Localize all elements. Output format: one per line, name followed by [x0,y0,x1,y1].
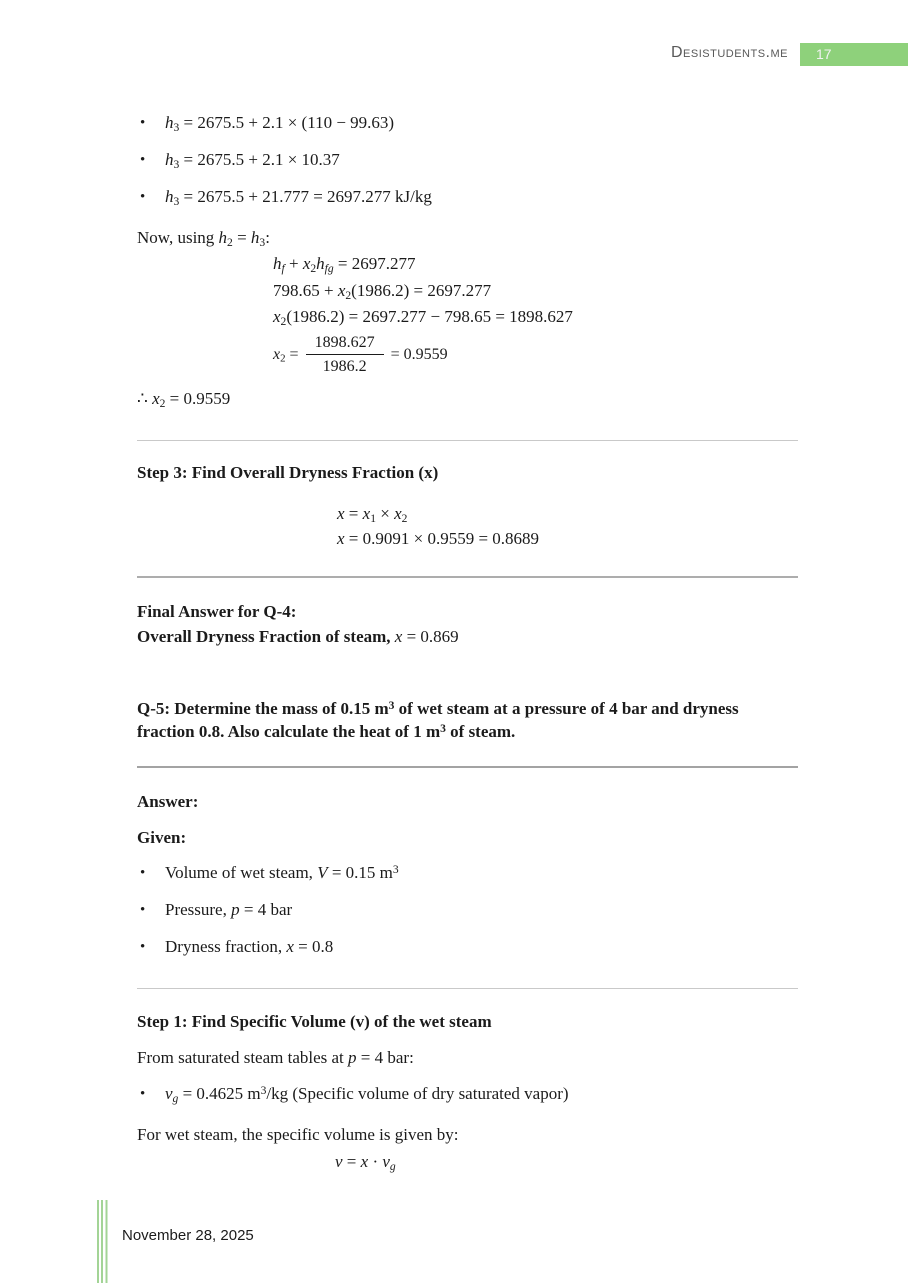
vg-list [137,1084,798,1104]
given-heading: Given: [137,827,187,847]
now-using-line: Now, using $h_2 = h_3$: [137,228,270,249]
wet-steam-line: For wet steam, the specific volume is given by: [137,1124,459,1144]
equation-line: $x = x_1 \times x_2$ [337,503,408,525]
equation-line: $h_f + x_2h_{fg} = 2697.277$ [273,254,416,275]
fraction-lhs: $x_2$ = [273,345,299,365]
step-3-heading: Step 3: Find Overall Dryness Fraction (x) [137,462,439,482]
final-answer-heading: Final Answer for Q-4: [137,601,297,621]
fraction [306,333,384,376]
site-name: Desistudents.me [670,44,788,61]
specific-volume-equation: $v = x \cdot v_g$ [335,1151,396,1173]
step-1-heading: Step 1: Find Specific Volume (v) of the wet steam [137,1011,492,1031]
footer-date: November 28, 2025 [122,1227,254,1244]
list-item: • $v_g = 0.4625$ $m^3/kg$ (Specific volume of dry saturated vapor) [137,1084,798,1104]
section-divider [137,988,798,989]
list-item: • $h_3 = 2675.5 + 2.1 \times 10.37$ [137,150,798,170]
question-5-text: Q-5: Determine the mass of 0.15 $m^3$ of wet steam at a pressure of 4 bar and dryness fraction 0.8. Also calculate the heat of 1 $m^3$ of steam. [137,698,739,741]
steam-table-line: From saturated steam tables at p = 4 bar: [137,1047,414,1067]
document-body [137,100,798,1172]
fraction-denominator: 1986.2 [322,358,367,375]
section-divider [137,766,798,768]
equation-line: x = 0.9091 × 0.9559 = 0.8689 [337,528,540,548]
step-3-equations [337,501,798,551]
page-number-badge: 17 [800,43,908,66]
section-divider [137,576,798,578]
page-header [0,43,908,66]
fraction-equation [273,333,798,377]
given-list [137,863,798,957]
final-answer-block [137,599,798,649]
h3-equation-list [137,113,798,207]
fraction-rhs: = 0.9559 [390,345,448,363]
equation-line: $798.65 + x_2(1986.2) = 2697.277$ [273,280,492,302]
final-answer-line: Overall Dryness Fraction of steam, x = 0.869 [137,626,459,646]
list-item: • $h_3 = 2675.5 + 21.777 = 2697.277$ kJ/kg [137,187,798,207]
list-item: • Volume of wet steam, V = 0.15 $m^3$ [137,863,798,883]
list-item: • Dryness fraction, x = 0.8 [137,937,798,957]
footer-stripe-decoration [97,1200,108,1283]
list-item: • Pressure, p = 4 bar [137,900,798,920]
list-item: • $h_3 = 2675.5 + 2.1 \times (110 - 99.63)$ [137,113,798,133]
equation-block [273,251,798,377]
equation-line: $x_2(1986.2) = 2697.277 - 798.65 = 1898.627$ [273,307,573,328]
therefore-line: ∴ $x_2 = 0.9559$ [137,388,231,410]
answer-heading: Answer: [137,791,199,811]
section-divider [137,440,798,441]
fraction-numerator: 1898.627 [306,333,384,355]
